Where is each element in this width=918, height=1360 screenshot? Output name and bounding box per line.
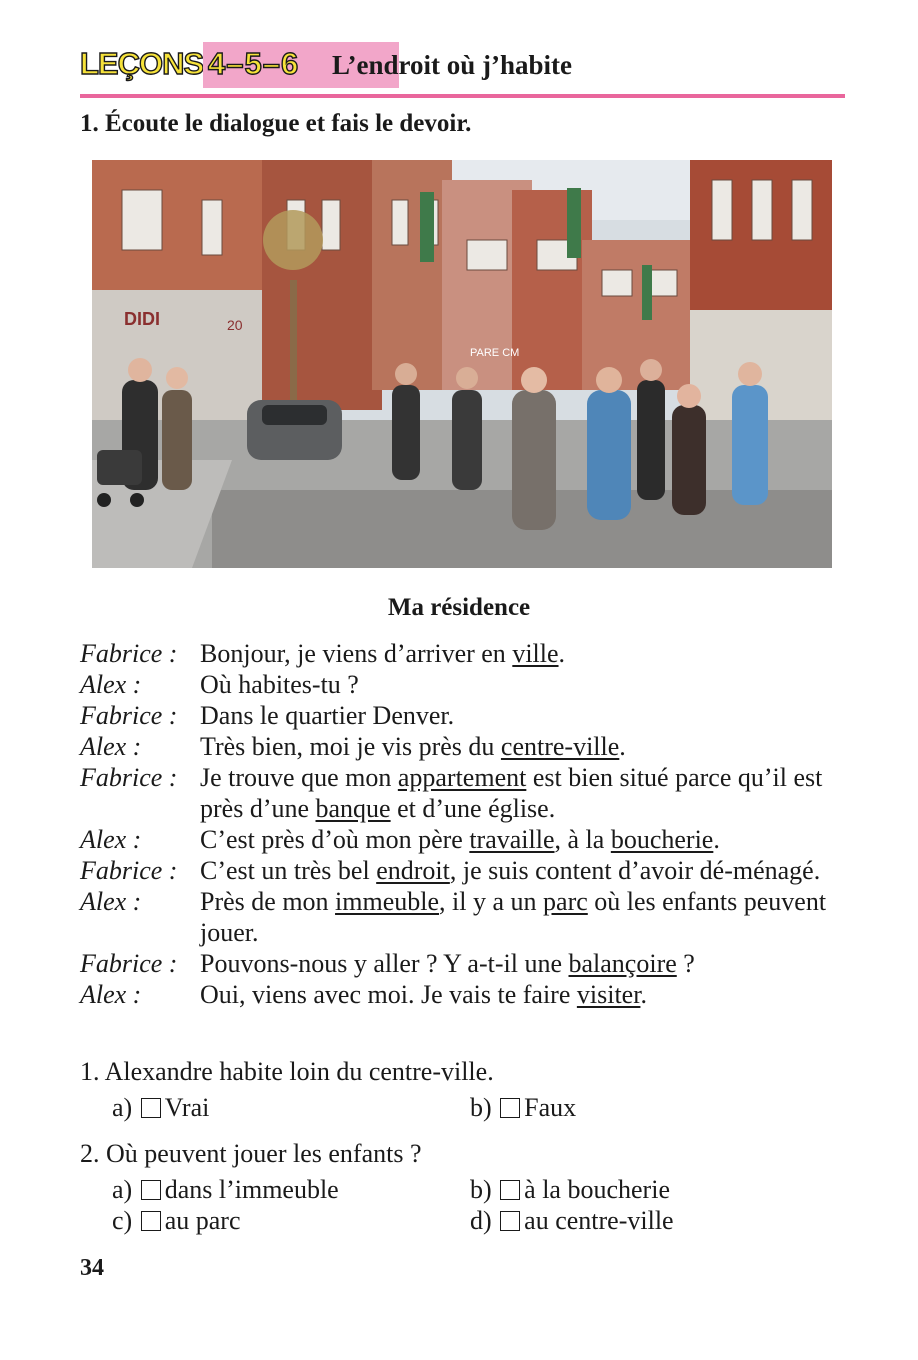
vocab-word: appartement — [397, 763, 527, 792]
shop-sign-didi: DIDI — [124, 309, 160, 329]
dialogue-line — [80, 700, 850, 731]
vocab-word: centre-ville — [500, 732, 620, 761]
dialogue-line — [80, 979, 850, 1010]
dialogue-line — [80, 731, 850, 762]
dialogue-line — [80, 948, 850, 979]
speech: Oui, viens avec moi. Je vais te faire visiter. — [200, 980, 647, 1009]
speaker: Alex : — [80, 670, 142, 699]
dialogue-line — [80, 824, 850, 855]
vocab-word: parc — [543, 887, 588, 916]
speaker: Alex : — [80, 825, 142, 854]
speech: Pouvons-nous y aller ? Y a-t-il une balançoire ? — [200, 949, 695, 978]
option-letter: b) — [470, 1093, 492, 1122]
vocab-word: endroit — [376, 856, 450, 885]
vocab-word: balançoire — [568, 949, 677, 978]
speech: Dans le quartier Denver. — [200, 701, 455, 730]
shop-sign-mid: PARE CM — [470, 347, 520, 359]
speaker: Alex : — [80, 732, 142, 761]
option-label: Vrai — [164, 1093, 210, 1122]
dialogue-line — [80, 886, 850, 948]
speech: C’est un très bel endroit, je suis content d’avoir dé-ménagé. — [200, 856, 821, 885]
dialogue-title: Ma résidence — [387, 594, 531, 621]
header-divider — [80, 94, 845, 98]
speech: C’est près d’où mon père travaille, à la boucherie. — [200, 825, 720, 854]
option-label: au centre-ville — [524, 1206, 674, 1235]
checkbox[interactable] — [500, 1098, 520, 1118]
vocab-word: travaille — [469, 825, 555, 854]
speech: Je trouve que mon appartement est bien situé parce qu’il est près d’une banque et d’une église. — [200, 763, 823, 823]
task-title: 1. Écoute le dialogue et fais le devoir. — [80, 110, 472, 137]
street-photo — [92, 160, 832, 568]
option-label: au parc — [164, 1206, 241, 1235]
speaker: Fabrice : — [80, 856, 178, 885]
vocab-word: boucherie — [610, 825, 714, 854]
speaker: Alex : — [80, 980, 142, 1009]
vocab-word: ville — [512, 639, 559, 668]
speech: Très bien, moi je vis près du centre-ville. — [200, 732, 626, 761]
speaker: Fabrice : — [80, 639, 178, 668]
speaker: Alex : — [80, 887, 142, 916]
vocab-word: visiter — [576, 980, 641, 1009]
question-1: 1. Alexandre habite loin du centre-ville. — [80, 1057, 494, 1086]
option-1b — [470, 1092, 576, 1123]
speech: Près de mon immeuble, il y a un parc où les enfants peuvent jouer. — [200, 887, 827, 947]
dialogue-line — [80, 855, 850, 886]
dialogue-line — [80, 669, 850, 700]
lecons-label: LEÇONS — [80, 46, 204, 81]
option-letter: d) — [470, 1206, 492, 1235]
option-2d — [470, 1205, 674, 1236]
vocab-word: banque — [315, 794, 391, 823]
lesson-numbers: 4–5–6 — [208, 46, 300, 81]
question-2: 2. Où peuvent jouer les enfants ? — [80, 1139, 422, 1168]
option-label: dans l’immeuble — [164, 1175, 339, 1204]
checkbox[interactable] — [141, 1211, 161, 1231]
option-2c — [112, 1205, 240, 1236]
checkbox[interactable] — [141, 1098, 161, 1118]
speaker: Fabrice : — [80, 949, 178, 978]
lesson-title: L’endroit où j’habite — [332, 50, 573, 80]
dialogue-line — [80, 762, 850, 824]
option-letter: c) — [112, 1206, 133, 1235]
option-2a — [112, 1174, 339, 1205]
speech: Bonjour, je viens d’arriver en ville. — [200, 639, 566, 668]
option-letter: a) — [112, 1175, 133, 1204]
speaker: Fabrice : — [80, 763, 178, 792]
dialogue — [80, 638, 850, 1010]
shop-sign-number: 20 — [227, 317, 243, 333]
speech: Où habites-tu ? — [200, 670, 359, 699]
option-label: Faux — [524, 1093, 577, 1122]
dialogue-line — [80, 638, 850, 669]
checkbox[interactable] — [500, 1180, 520, 1200]
option-label: à la boucherie — [524, 1175, 670, 1204]
vocab-word: immeuble — [335, 887, 440, 916]
option-2b — [470, 1174, 670, 1205]
option-1a — [112, 1092, 209, 1123]
speaker: Fabrice : — [80, 701, 178, 730]
checkbox[interactable] — [500, 1211, 520, 1231]
checkbox[interactable] — [141, 1180, 161, 1200]
page-number: 34 — [80, 1255, 104, 1281]
lesson-header — [80, 40, 845, 96]
option-letter: b) — [470, 1175, 492, 1204]
option-letter: a) — [112, 1093, 133, 1122]
